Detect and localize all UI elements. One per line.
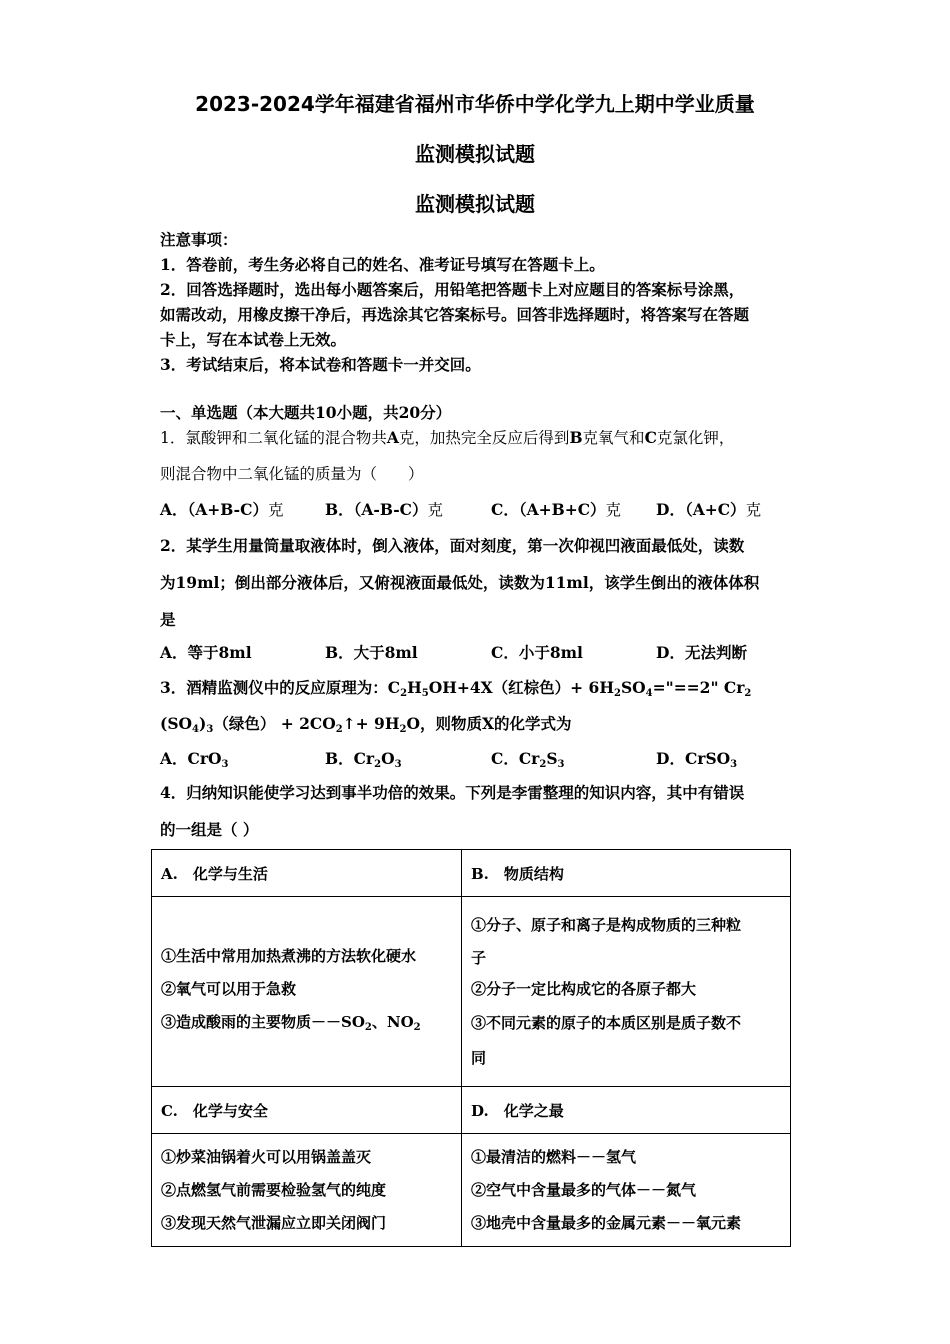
notice-item: 2．回答选择题时，选出每小题答案后，用铅笔把答题卡上对应题目的答案标号涂黑， (160, 280, 745, 299)
q3-option-b[interactable]: B．$Cr_2O_3$ (325, 749, 402, 770)
question-1-line-2: 则混合物中二氧化锰的质量为（ ） (160, 465, 424, 483)
q1-option-b[interactable]: B．（A-B-C）克 (325, 500, 443, 519)
q3-option-c[interactable]: C．$Cr_2S_3$ (491, 749, 565, 770)
question-4-line-2: 的一组是（ ） (160, 820, 259, 839)
exam-subtitle: 监测模拟试题 (415, 142, 535, 166)
question-1-line-1: 1．氯酸钾和二氧化锰的混合物共A克，加热完全反应后得到B克氧气和C克氯化钾， (160, 428, 735, 447)
q2-option-d[interactable]: D．无法判断 (656, 643, 747, 662)
notice-item: 卡上，写在本试卷上无效。 (160, 330, 347, 349)
q3-option-a[interactable]: A．CrO$_3$ (160, 749, 229, 770)
notice-item: 如需改动，用橡皮擦干净后，再选涂其它答案标号。回答非选择题时，将答案写在答题 (160, 305, 750, 324)
cell-a-head[interactable]: A. 化学与生活 (152, 850, 462, 897)
cell-c-content: ①炒菜油锅着火可以用锅盖盖灭 ②点燃氢气前需要检验氢气的纯度 ③发现天然气泄漏应立即关闭阀门 (152, 1134, 462, 1247)
cell-c-head[interactable]: C. 化学与安全 (152, 1087, 462, 1134)
cell-a-content: ①生活中常用加热煮沸的方法软化硬水 ②氧气可以用于急救 ③造成酸雨的主要物质$--SO_2$、$NO_2$ (152, 897, 462, 1087)
question-3-line-2: $(SO_4)_3$（绿色） + $2CO_2↑+ 9H_2O$，则物质X的化学式为 (160, 714, 572, 735)
cell-b-content: ①分子、原子和离子是构成物质的三种粒 子 ②分子一定比构成它的各原子都大 ③不同元素的原子的本质区别是质子数不 同 (462, 897, 791, 1087)
cell-d-content: ①最清洁的燃料－－氢气 ②空气中含量最多的气体－－氮气 ③地壳中含量最多的金属元素－－氧元素 (462, 1134, 791, 1247)
notice-item: 3．考试结束后，将本试卷和答题卡一并交回。 (160, 355, 481, 374)
exam-subtitle-repeat: 监测模拟试题 (415, 192, 535, 216)
section-heading: 一、单选题（本大题共10小题，共20分） (160, 403, 452, 422)
q3-option-d[interactable]: D．CrSO$_3$ (656, 749, 738, 770)
cell-d-head[interactable]: D. 化学之最 (462, 1087, 791, 1134)
q1-option-c[interactable]: C．（A+B+C）克 (491, 500, 622, 519)
q2-option-a[interactable]: A．等于8ml (160, 643, 252, 662)
notice-heading: 注意事项： (160, 230, 238, 249)
knowledge-table (151, 849, 791, 1247)
q2-option-c[interactable]: C．小于8ml (491, 643, 583, 662)
question-2-line-2: 为19ml；倒出部分液体后，又俯视液面最低处，读数为11ml，该学生倒出的液体体积 (160, 573, 760, 592)
question-3-line-1: 3．酒精监测仪中的反应原理为：$C_2H_5OH+4X$（红棕色）+ $6H_2SO_4="==2$" $Cr_2$ (160, 678, 752, 699)
notice-item: 1．答卷前，考生务必将自己的姓名、准考证号填写在答题卡上。 (160, 255, 605, 274)
q2-option-b[interactable]: B．大于8ml (325, 643, 418, 662)
question-2-line-1: 2．某学生用量筒量取液体时，倒入液体，面对刻度，第一次仰视凹液面最低处，读数 (160, 536, 745, 555)
cell-b-head[interactable]: B. 物质结构 (462, 850, 791, 897)
q1-option-d[interactable]: D．（A+C）克 (656, 500, 762, 519)
question-2-line-3: 是 (160, 610, 176, 629)
question-4-line-1: 4．归纳知识能使学习达到事半功倍的效果。下列是李雷整理的知识内容，其中有错误 (160, 783, 745, 802)
exam-title: 2023-2024学年福建省福州市华侨中学化学九上期中学业质量 (195, 92, 755, 116)
q1-option-a[interactable]: A．（A+B-C）克 (160, 500, 284, 519)
